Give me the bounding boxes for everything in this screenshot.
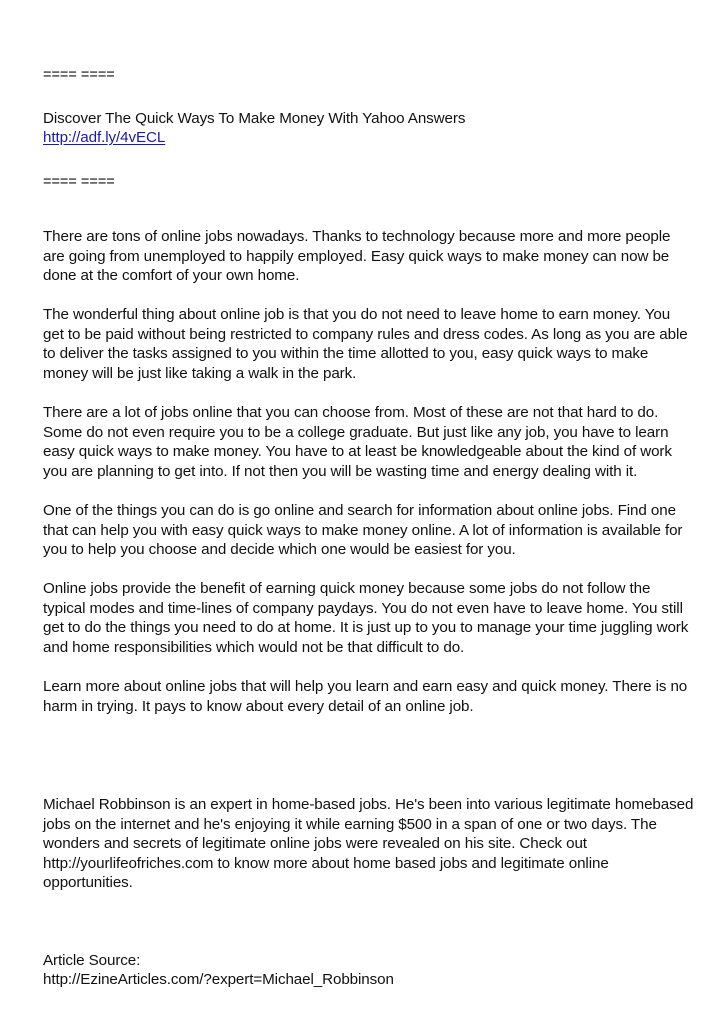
paragraph-line: One of the things you can do is go online and search for information about online jobs. Find one <box>43 502 676 519</box>
promo-link[interactable]: http://adf.ly/4vECL <box>43 129 166 146</box>
bio-line: Michael Robbinson is an expert in home-based jobs. He's been into various legitimate homebased <box>43 796 694 813</box>
promo-title: Discover The Quick Ways To Make Money With Yahoo Answers <box>43 110 466 127</box>
paragraph-line: There are tons of online jobs nowadays. Thanks to technology because more and more people <box>43 228 671 245</box>
article-source-url: http://EzineArticles.com/?expert=Michael_Robbinson <box>43 971 394 988</box>
paragraph-6 <box>43 677 687 716</box>
bio-line: jobs on the internet and he's enjoying it while earning $500 in a span of one or two days. The <box>43 815 657 833</box>
paragraph-4 <box>43 501 682 560</box>
paragraph-line: The wonderful thing about online job is that you do not need to leave home to earn money. You <box>43 306 671 323</box>
paragraph-line: money will be just like taking a walk in the park. <box>43 364 357 382</box>
bio-line: opportunities. <box>43 874 133 891</box>
paragraph-line: Learn more about online jobs that will help you learn and earn easy and quick money. There is no <box>43 678 688 695</box>
bio-line: wonders and secrets of legitimate online jobs were revealed on his site. Check out <box>43 835 587 852</box>
paragraph-line: typical modes and time-lines of company paydays. You do not even have to leave home. You still <box>43 599 683 617</box>
paragraph-line: are going from unemployed to happily employed. Easy quick ways to make money can now be <box>43 247 670 265</box>
bio-line: http://yourlifeofriches.com to know more about home based jobs and legitimate online <box>43 854 609 872</box>
paragraph-2 <box>43 305 688 383</box>
paragraph-line: to deliver the tasks assigned to you within the time allotted to you, easy quick ways to make <box>43 345 649 362</box>
author-bio <box>43 795 693 893</box>
paragraph-line: easy quick ways to make money. You have to at least be knowledgeable about the kind of work <box>43 443 672 460</box>
paragraph-1 <box>43 227 670 286</box>
paragraph-line: Some do not even require you to be a college graduate. But just like any job, you have to learn <box>43 423 669 441</box>
paragraph-line: and home responsibilities which would not be that difficult to do. <box>43 638 465 656</box>
paragraph-line: get to do the things you need to do at home. It is just up to you to manage your time juggling work <box>43 619 689 636</box>
separator-bottom: ==== ==== <box>43 174 115 190</box>
paragraph-line: that can help you with easy quick ways to make money online. A lot of information is available for <box>43 521 683 539</box>
article-source-label: Article Source: <box>43 952 141 969</box>
separator-top: ==== ==== <box>43 67 115 83</box>
paragraph-line: Online jobs provide the benefit of earning quick money because some jobs do not follow the <box>43 580 651 597</box>
paragraph-line: harm in trying. It pays to know about every detail of an online job. <box>43 697 474 715</box>
paragraph-line: you to help you choose and decide which one would be easiest for you. <box>43 541 516 558</box>
paragraph-line: There are a lot of jobs online that you can choose from. Most of these are not that hard to do. <box>43 404 659 421</box>
paragraph-line: done at the comfort of your own home. <box>43 267 300 284</box>
paragraph-line: get to be paid without being restricted to company rules and dress codes. As long as you are able <box>43 325 688 343</box>
paragraph-3 <box>43 403 672 481</box>
paragraph-line: you are planning to get into. If not then you will be wasting time and energy dealing with it. <box>43 462 638 480</box>
paragraph-5 <box>43 579 688 657</box>
